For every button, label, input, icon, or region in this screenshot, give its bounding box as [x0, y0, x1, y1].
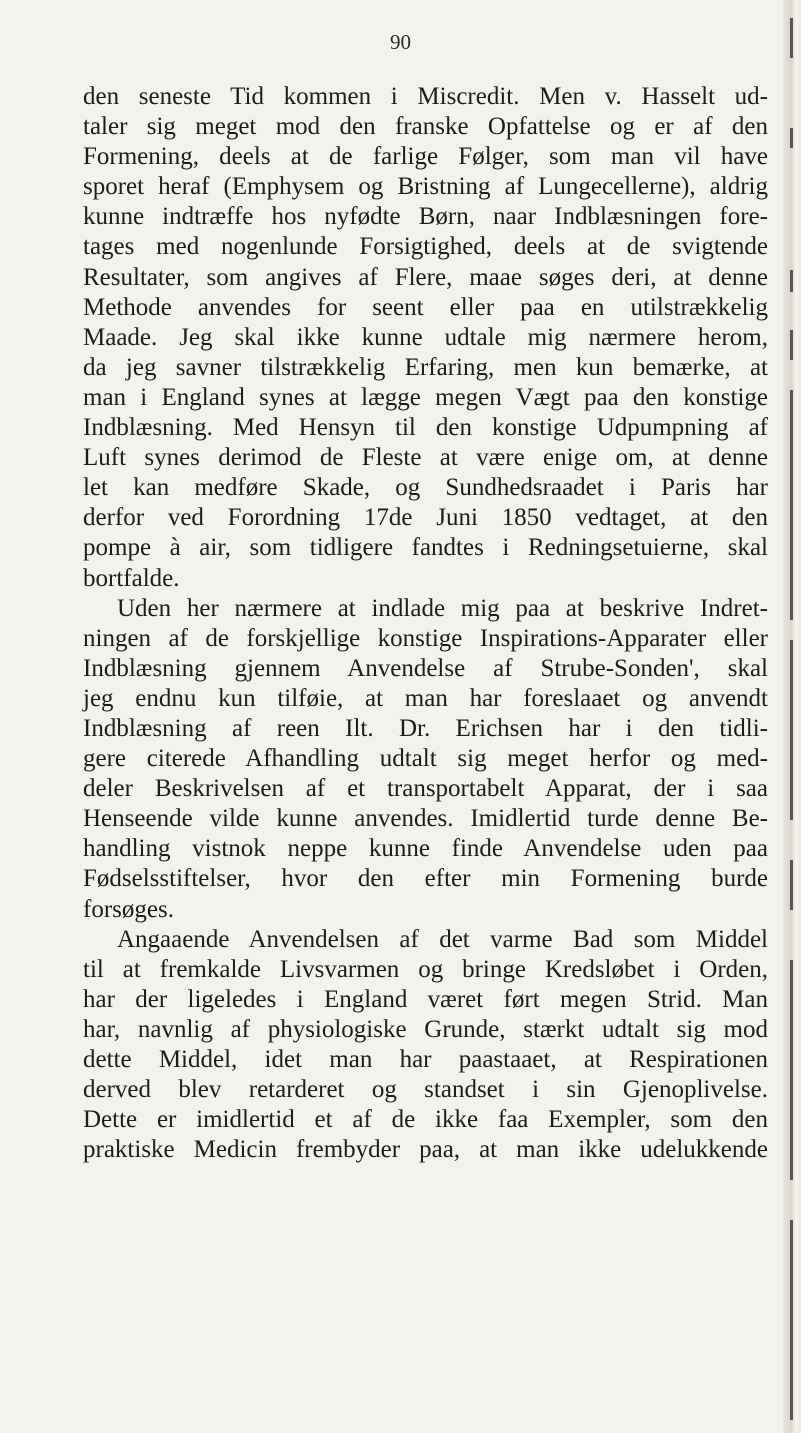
text-line: tages med nogenlunde Forsigtighed, deels at de svigtende — [83, 233, 768, 261]
text-line: sporet heraf (Emphysem og Bristning af Lungecellerne), aldrig — [83, 173, 768, 201]
text-line: har, navnlig af physiologiske Grunde, stærkt udtalt sig mod — [83, 1015, 768, 1043]
edge-mark — [790, 128, 793, 148]
text-line: ningen af de forskjellige konstige Inspirations-Apparater eller — [83, 624, 768, 652]
page-edge-binding — [783, 0, 801, 1433]
text-line: forsøges. — [83, 895, 174, 923]
body-text — [83, 82, 768, 1165]
text-line: Fødselsstiftelser, hvor den efter min Formening burde — [83, 865, 768, 893]
text-line: pompe à air, som tidligere fandtes i Redningsetuierne, skal — [83, 534, 768, 562]
text-line: taler sig meget mod den franske Opfattelse og er af den — [83, 113, 768, 141]
edge-mark — [790, 18, 793, 58]
text-line: bortfalde. — [83, 564, 180, 592]
text-line: Indblæsning. Med Hensyn til den konstige Udpumpning af — [83, 414, 768, 442]
page-number: 90 — [390, 30, 411, 54]
text-line: deler Beskrivelsen af et transportabelt Apparat, der i saa — [83, 775, 768, 803]
text-line: Henseende vilde kunne anvendes. Imidlertid turde denne Be- — [83, 805, 768, 833]
text-line: man i England synes at lægge megen Vægt paa den konstige — [83, 383, 768, 411]
text-line: gere citerede Afhandling udtalt sig meget herfor og med- — [83, 745, 768, 773]
text-line: kunne indtræffe hos nyfødte Børn, naar Indblæsningen fore- — [83, 203, 768, 231]
text-line: Luft synes derimod de Fleste at være enige om, at denne — [83, 444, 768, 472]
text-line: praktiske Medicin frembyder paa, at man ikke udelukkende — [83, 1136, 768, 1164]
text-line: har der ligeledes i England været ført megen Strid. Man — [83, 985, 768, 1013]
text-line: Indblæsning gjennem Anvendelse af Strube-Sonden', skal — [83, 654, 768, 682]
text-line: Formening, deels at de farlige Følger, som man vil have — [83, 143, 768, 171]
edge-mark — [790, 270, 793, 292]
edge-mark — [790, 390, 793, 620]
text-line: handling vistnok neppe kunne finde Anvendelse uden paa — [83, 835, 768, 863]
text-line: jeg endnu kun tilføie, at man har foreslaaet og anvendt — [83, 684, 768, 712]
text-line: den seneste Tid kommen i Miscredit. Men v. Hasselt ud- — [83, 83, 768, 110]
text-line: da jeg savner tilstrækkelig Erfaring, men kun bemærke, at — [83, 353, 768, 381]
text-line: derved blev retarderet og standset i sin Gjenoplivelse. — [83, 1076, 768, 1104]
text-line: dette Middel, idet man har paastaaet, at Respirationen — [83, 1046, 768, 1073]
text-line: Dette er imidlertid et af de ikke faa Exempler, som den — [83, 1106, 768, 1134]
text-line: Methode anvendes for seent eller paa en utilstrækkelig — [83, 293, 768, 321]
edge-mark — [790, 330, 793, 360]
text-line: Maade. Jeg skal ikke kunne udtale mig nærmere herom, — [83, 323, 768, 351]
text-line: derfor ved Forordning 17de Juni 1850 vedtaget, at den — [83, 504, 768, 532]
text-line: til at fremkalde Livsvarmen og bringe Kredsløbet i Orden, — [83, 955, 768, 983]
edge-mark — [790, 860, 793, 910]
text-line: Uden her nærmere at indlade mig paa at beskrive Indret- — [117, 594, 768, 622]
edge-mark — [790, 960, 793, 1180]
edge-mark — [790, 640, 793, 820]
edge-mark — [790, 1220, 793, 1420]
text-line: Angaaende Anvendelsen af det varme Bad som Middel — [117, 925, 768, 953]
text-line: Resultater, som angives af Flere, maae søges deri, at denne — [83, 263, 768, 291]
text-line: Indblæsning af reen Ilt. Dr. Erichsen har i den tidli- — [83, 714, 768, 742]
text-line: let kan medføre Skade, og Sundhedsraadet i Paris har — [83, 474, 768, 502]
